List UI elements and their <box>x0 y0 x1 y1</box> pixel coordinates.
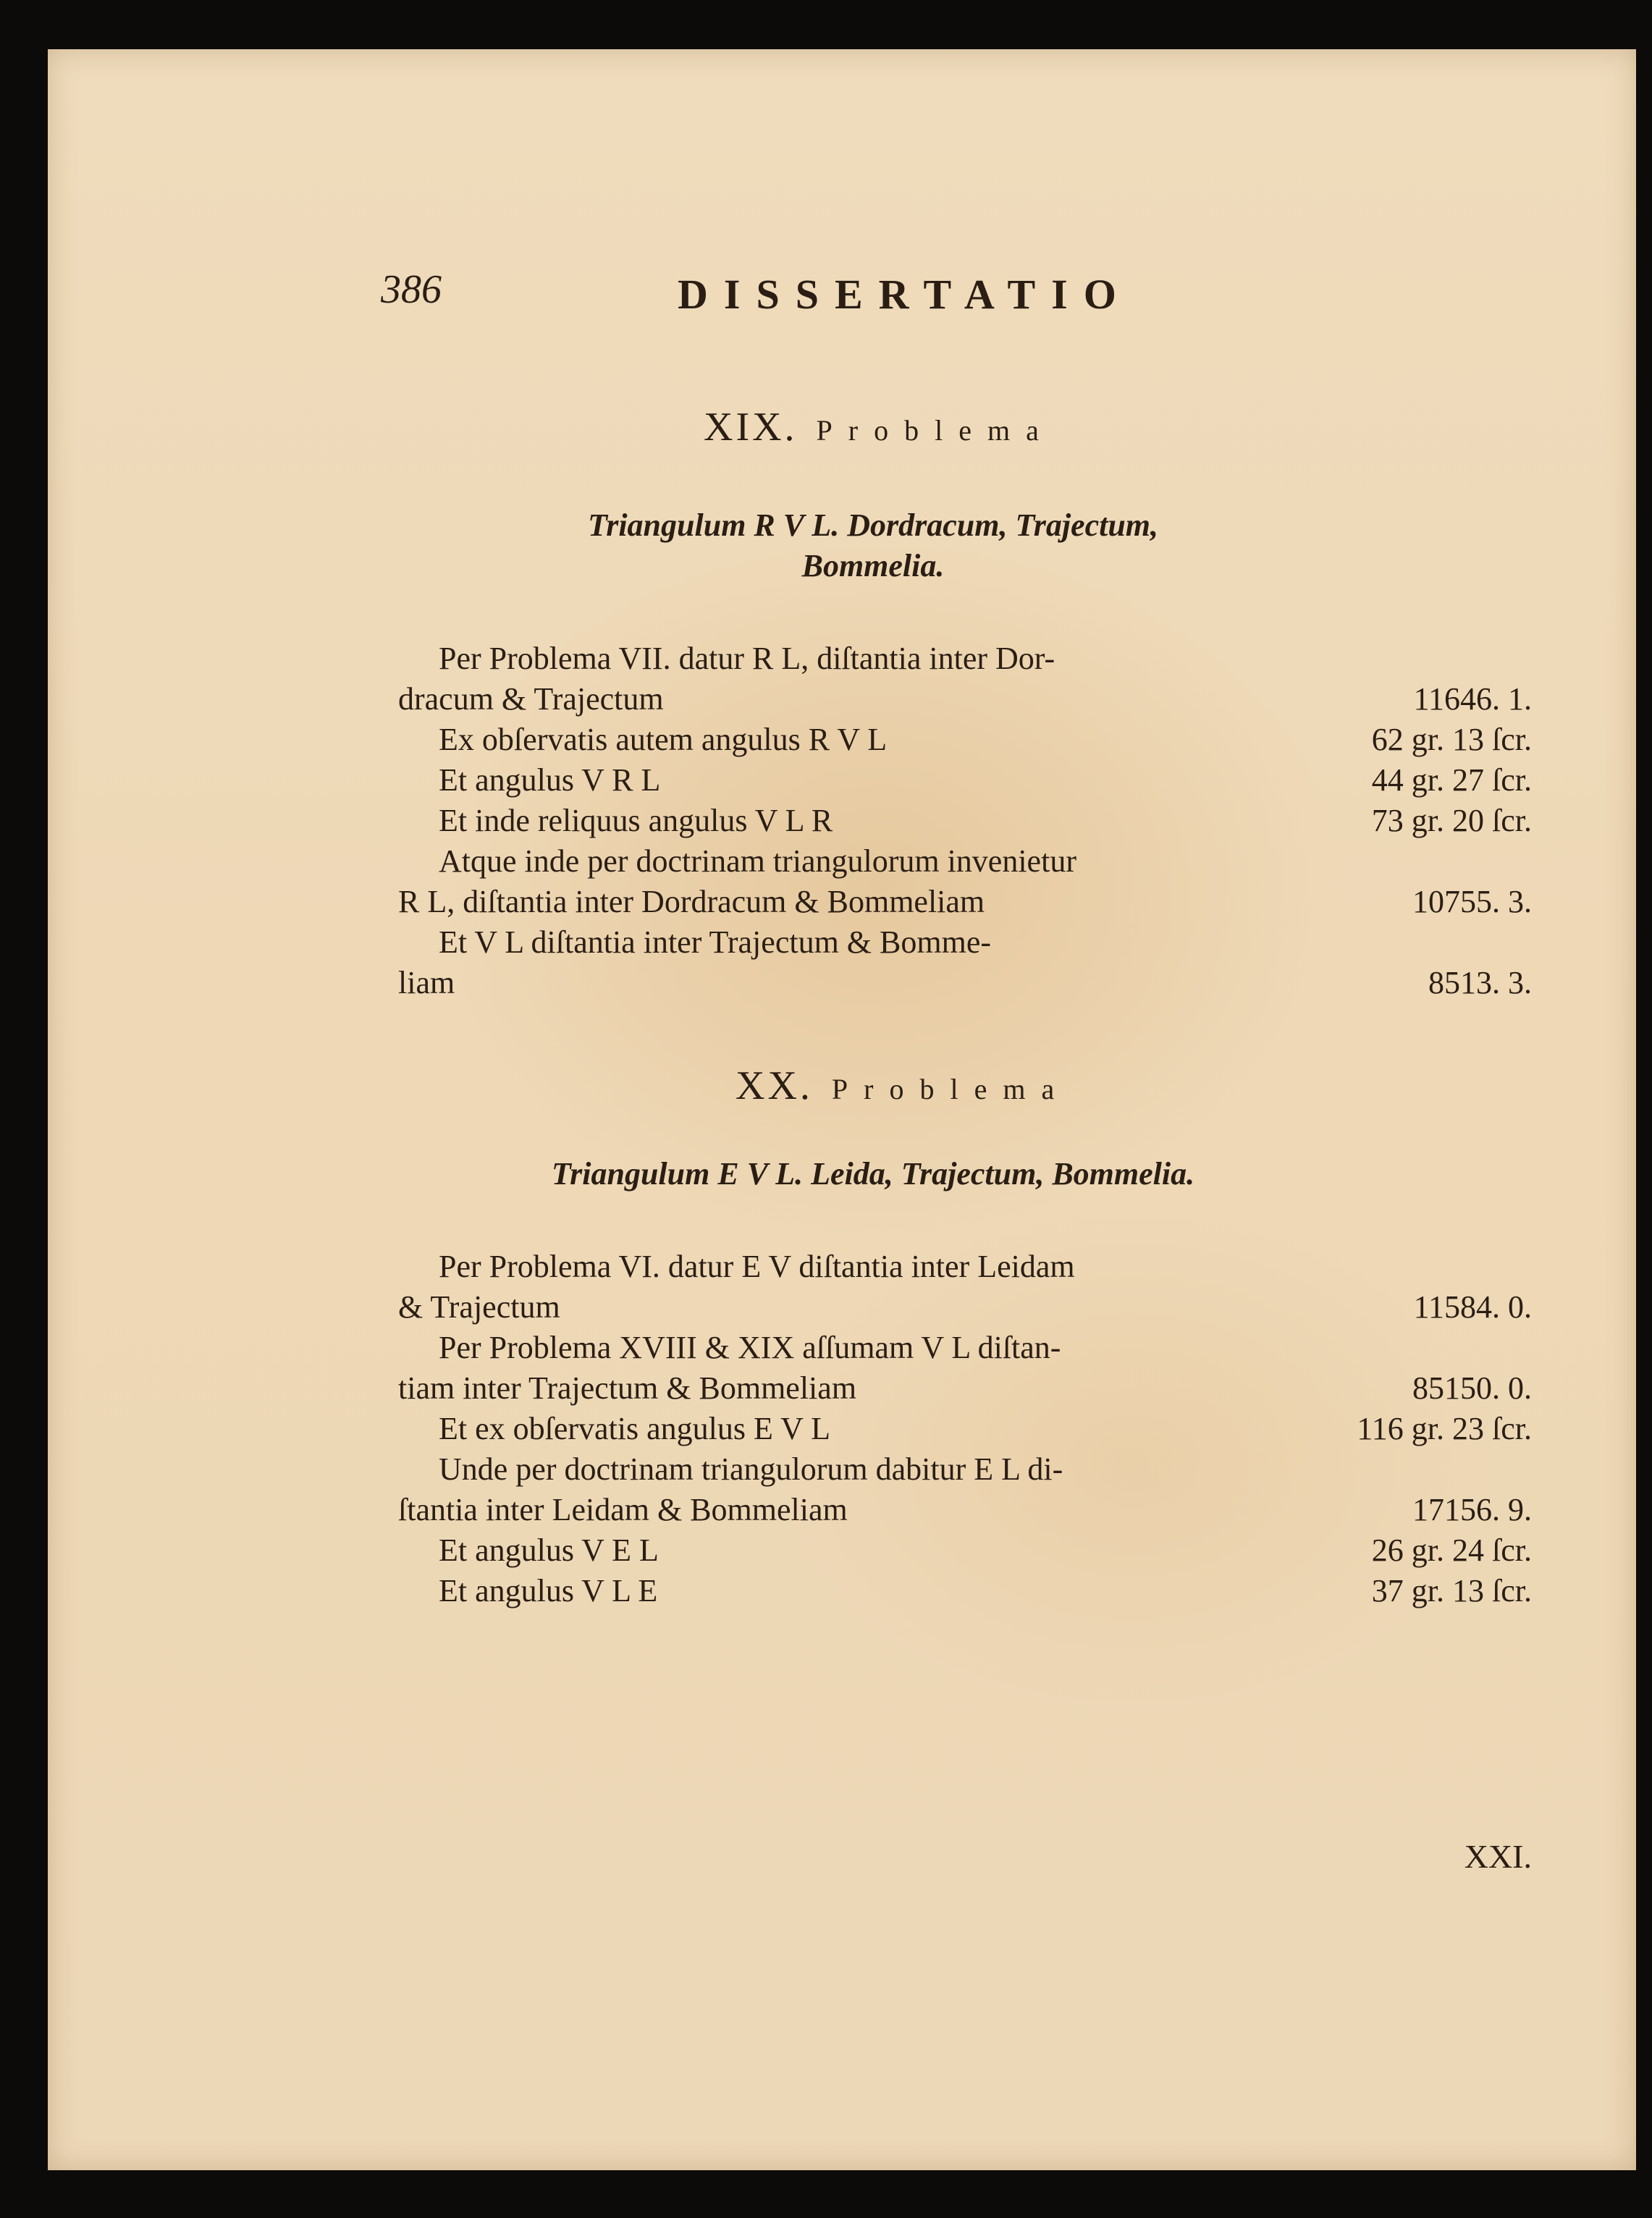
p19-line-5: Et inde reliquus angulus V L R <box>439 803 833 838</box>
p20-value-8: 26 gr. 24 ſcr. <box>1371 1532 1532 1568</box>
problem-19-numeral: XIX. <box>704 405 798 450</box>
p19-value-5: 73 gr. 20 ſcr. <box>1371 803 1532 838</box>
catchword: XXI. <box>1464 1838 1532 1875</box>
p20-value-4: 85150. 0. <box>1412 1370 1532 1406</box>
p19-line-9: liam <box>398 965 455 1000</box>
problem-20-subtitle: Triangulum E V L. Leida, Trajectum, Bommelia. <box>551 1156 1195 1192</box>
p19-value-2: 11646. 1. <box>1413 681 1532 717</box>
p20-line-8: Et angulus V E L <box>439 1532 659 1568</box>
p19-line-6: Atque inde per doctrinam triangulorum invenietur <box>439 843 1076 879</box>
problem-19-heading <box>704 404 1055 450</box>
p20-line-1: Per Problema VI. datur E V diſtantia inter Leidam <box>439 1249 1075 1284</box>
p20-value-9: 37 gr. 13 ſcr. <box>1371 1573 1532 1608</box>
p20-line-5: Et ex obſervatis angulus E V L <box>439 1411 830 1446</box>
p19-line-2: dracum & Trajectum <box>398 681 664 717</box>
p20-line-9: Et angulus V L E <box>439 1573 658 1608</box>
problem-19-subtitle-line2: Bommelia. <box>801 548 945 583</box>
problem-19-label: Problema <box>816 414 1055 447</box>
p19-line-7: R L, diſtantia inter Dordracum & Bommeliam <box>398 884 985 919</box>
p20-line-6: Unde per doctrinam triangulorum dabitur E L di- <box>439 1451 1063 1487</box>
problem-20-numeral: XX. <box>736 1063 813 1108</box>
p19-value-7: 10755. 3. <box>1412 884 1532 919</box>
problem-20-heading <box>736 1063 1070 1109</box>
page-number: 386 <box>381 267 442 312</box>
p19-line-4: Et angulus V R L <box>439 762 661 798</box>
p19-line-1: Per Problema VII. datur R L, diſtantia inter Dor- <box>439 641 1055 676</box>
p19-value-3: 62 gr. 13 ſcr. <box>1371 722 1532 757</box>
p19-value-9: 8513. 3. <box>1428 965 1532 1000</box>
p20-line-7: ſtantia inter Leidam & Bommeliam <box>398 1492 848 1527</box>
p20-line-2: & Trajectum <box>398 1289 560 1325</box>
running-title: DISSERTATIO <box>678 271 1132 318</box>
problem-20-label: Problema <box>831 1073 1071 1105</box>
p20-line-3: Per Problema XVIII & XIX aſſumam V L diſtan- <box>439 1330 1061 1365</box>
p19-value-4: 44 gr. 27 ſcr. <box>1371 762 1532 798</box>
p20-value-7: 17156. 9. <box>1412 1492 1532 1527</box>
p19-line-8: Et V L diſtantia inter Trajectum & Bomme- <box>439 924 991 960</box>
book-page <box>48 49 1636 2170</box>
p19-line-3: Ex obſervatis autem angulus R V L <box>439 722 888 757</box>
p20-value-5: 116 gr. 23 ſcr. <box>1357 1411 1532 1446</box>
p20-line-4: tiam inter Trajectum & Bommeliam <box>398 1370 857 1406</box>
p20-value-2: 11584. 0. <box>1413 1289 1532 1325</box>
problem-19-subtitle-line1: Triangulum R V L. Dordracum, Trajectum, <box>587 507 1159 543</box>
